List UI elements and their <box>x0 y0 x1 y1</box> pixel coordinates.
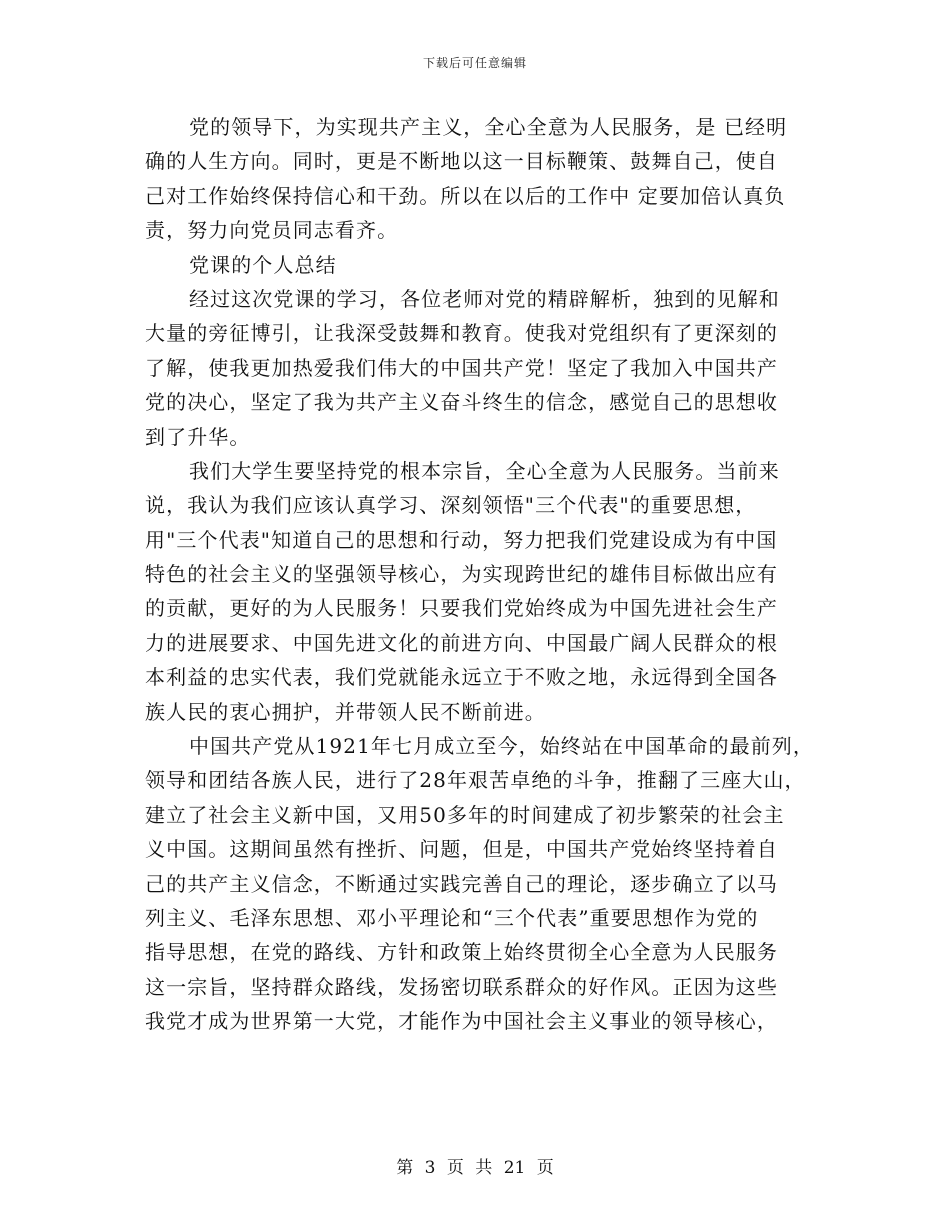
text-line: 己的共产主义信念，不断通过实践完善自己的理论，逐步确立了以马 <box>145 871 778 896</box>
text-line: 说，我认为我们应该认真学习、深刻领悟"三个代表"的重要思想， <box>145 493 757 518</box>
text-line: 责，努力向党员同志看齐。 <box>145 218 399 243</box>
text-line: 己对工作始终保持信心和干劲。所以在以后的工作中 定要加倍认真负 <box>145 183 786 208</box>
text-line: 中国共产党从1921年七月成立至今，始终站在中国革命的最前列， <box>189 734 814 759</box>
text-line: 党的领导下，为实现共产主义，全心全意为人民服务，是 已经明 <box>189 115 788 139</box>
text-line: 的贡献，更好的为人民服务！只要我们党始终成为中国先进社会生产 <box>145 596 778 621</box>
footer-prefix: 第 <box>396 1158 414 1178</box>
page-header: 下载后可任意编辑 <box>422 56 527 70</box>
footer-total-pages: 21 <box>503 1158 526 1178</box>
text-line: 党课的个人总结 <box>189 252 337 277</box>
text-line: 指导思想，在党的路线、方针和政策上始终贯彻全心全意为人民服务 <box>145 940 778 965</box>
text-line: 大量的旁征博引，让我深受鼓舞和教育。使我对党组织有了更深刻的 <box>145 321 778 346</box>
footer-total-label: 共 <box>475 1158 493 1178</box>
text-line: 了解，使我更加热爱我们伟大的中国共产党！坚定了我加入中国共产 <box>145 355 778 380</box>
text-line: 列主义、毛泽东思想、邓小平理论和“三个代表”重要思想作为党的 <box>145 905 759 930</box>
text-line: 特色的社会主义的坚强领导核心，为实现跨世纪的雄伟目标做出应有 <box>145 562 778 587</box>
text-line: 本利益的忠实代表，我们党就能永远立于不败之地，永远得到全国各 <box>145 665 778 690</box>
text-line: 到了升华。 <box>145 424 251 449</box>
document-body <box>145 110 814 1039</box>
text-line: 经过这次党课的学习，各位老师对党的精辟解析，独到的见解和 <box>189 286 780 311</box>
text-line: 我党才成为世界第一大党，才能作为中国社会主义事业的领导核心， <box>145 1009 778 1034</box>
text-line: 族人民的衷心拥护，并带领人民不断前进。 <box>145 699 546 724</box>
text-line: 党的决心，坚定了我为共产主义奋斗终生的信念，感觉自己的思想收 <box>145 390 778 415</box>
page-footer <box>0 1153 950 1178</box>
footer-suffix: 页 <box>536 1158 554 1178</box>
text-line: 我们大学生要坚持党的根本宗旨，全心全意为人民服务。当前来 <box>189 458 780 483</box>
text-line: 确的人生方向。同时，更是不断地以这一目标鞭策、鼓舞自己，使自 <box>145 149 778 174</box>
text-line: 领导和团结各族人民，进行了28年艰苦卓绝的斗争，推翻了三座大山， <box>145 768 806 793</box>
text-line: 这一宗旨，坚持群众路线，发扬密切联系群众的好作风。正因为这些 <box>145 974 778 999</box>
text-line: 义中国。这期间虽然有挫折、问题，但是，中国共产党始终坚持着自 <box>145 837 778 862</box>
text-line: 力的进展要求、中国先进文化的前进方向、中国最广阔人民群众的根 <box>145 630 778 655</box>
text-line: 用"三个代表"知道自己的思想和行动，努力把我们党建设成为有中国 <box>145 527 778 552</box>
footer-page-label: 页 <box>446 1158 464 1178</box>
footer-page-number: 3 <box>424 1158 436 1178</box>
text-line: 建立了社会主义新中国，又用50多年的时间建成了初步繁荣的社会主 <box>145 802 785 827</box>
